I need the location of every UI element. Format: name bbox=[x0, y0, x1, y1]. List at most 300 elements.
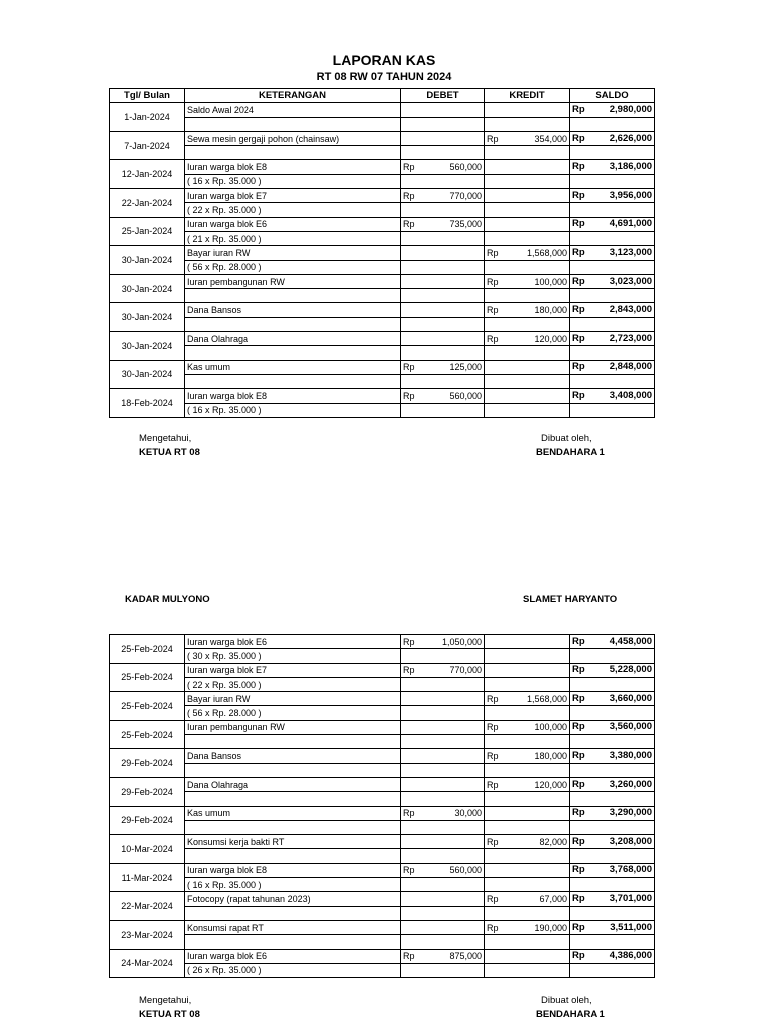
empty-cell bbox=[570, 735, 595, 749]
debit-amount bbox=[439, 103, 485, 117]
balance-currency: Rp bbox=[570, 389, 595, 403]
empty-cell bbox=[523, 792, 570, 806]
balance-amount: 3,511,000 bbox=[595, 920, 655, 934]
row-description: Konsumsi rapat RT bbox=[185, 920, 401, 934]
empty-cell bbox=[523, 403, 570, 417]
row-date: 7-Jan-2024 bbox=[110, 131, 185, 160]
balance-amount: 3,186,000 bbox=[595, 160, 655, 174]
credit-currency bbox=[485, 806, 523, 820]
table-row bbox=[110, 892, 655, 906]
empty-cell bbox=[570, 231, 595, 245]
table-row-note bbox=[110, 763, 655, 777]
empty-cell bbox=[595, 174, 655, 188]
left-signature-label: Mengetahui, bbox=[139, 433, 192, 444]
debit-amount: 560,000 bbox=[439, 160, 485, 174]
table-row bbox=[110, 274, 655, 288]
credit-amount: 100,000 bbox=[523, 720, 570, 734]
table-row bbox=[110, 103, 655, 117]
credit-amount: 190,000 bbox=[523, 920, 570, 934]
empty-cell bbox=[570, 289, 595, 303]
balance-amount: 3,408,000 bbox=[595, 389, 655, 403]
empty-cell bbox=[523, 649, 570, 663]
empty-cell bbox=[570, 649, 595, 663]
empty-cell bbox=[439, 231, 485, 245]
empty-cell bbox=[570, 677, 595, 691]
right-signature-name: SLAMET HARYANTO bbox=[523, 594, 618, 605]
table-row-note bbox=[110, 649, 655, 663]
header-description: KETERANGAN bbox=[185, 89, 401, 103]
table-row-note bbox=[110, 317, 655, 331]
balance-amount: 2,843,000 bbox=[595, 303, 655, 317]
empty-cell bbox=[595, 203, 655, 217]
empty-cell bbox=[595, 906, 655, 920]
empty-cell bbox=[595, 878, 655, 892]
empty-cell bbox=[595, 346, 655, 360]
credit-currency bbox=[485, 949, 523, 963]
report-subtitle: RT 08 RW 07 TAHUN 2024 bbox=[316, 71, 452, 83]
empty-cell bbox=[523, 735, 570, 749]
balance-amount: 4,458,000 bbox=[595, 635, 655, 649]
balance-amount: 3,701,000 bbox=[595, 892, 655, 906]
table-row-note bbox=[110, 706, 655, 720]
empty-cell bbox=[595, 763, 655, 777]
row-description: Sewa mesin gergaji pohon (chainsaw) bbox=[185, 131, 401, 145]
empty-cell bbox=[570, 174, 595, 188]
row-date: 10-Mar-2024 bbox=[110, 835, 185, 864]
row-description: Kas umum bbox=[185, 360, 401, 374]
row-note bbox=[185, 374, 401, 388]
empty-cell bbox=[523, 146, 570, 160]
credit-amount: 82,000 bbox=[523, 835, 570, 849]
row-description: Konsumsi kerja bakti RT bbox=[185, 835, 401, 849]
credit-amount bbox=[523, 949, 570, 963]
balance-currency: Rp bbox=[570, 189, 595, 203]
row-description: Iuran warga blok E8 bbox=[185, 863, 401, 877]
empty-cell bbox=[523, 963, 570, 977]
balance-amount: 3,956,000 bbox=[595, 189, 655, 203]
empty-cell bbox=[570, 403, 595, 417]
row-note bbox=[185, 849, 401, 863]
empty-cell bbox=[523, 289, 570, 303]
empty-cell bbox=[523, 374, 570, 388]
row-note: ( 21 x Rp. 35.000 ) bbox=[185, 231, 401, 245]
row-description: Iuran warga blok E8 bbox=[185, 389, 401, 403]
row-description: Saldo Awal 2024 bbox=[185, 103, 401, 117]
empty-cell bbox=[401, 231, 439, 245]
debit-amount: 1,050,000 bbox=[439, 635, 485, 649]
credit-currency bbox=[485, 663, 523, 677]
balance-currency: Rp bbox=[570, 806, 595, 820]
row-date: 12-Jan-2024 bbox=[110, 160, 185, 189]
right-signature-label-2: Dibuat oleh, bbox=[541, 995, 592, 1006]
row-date: 29-Feb-2024 bbox=[110, 749, 185, 778]
balance-currency: Rp bbox=[570, 103, 595, 117]
row-description: Dana Bansos bbox=[185, 749, 401, 763]
debit-amount bbox=[439, 131, 485, 145]
header-credit: KREDIT bbox=[485, 89, 570, 103]
row-date: 18-Feb-2024 bbox=[110, 389, 185, 418]
empty-cell bbox=[401, 346, 439, 360]
row-description: Iuran pembangunan RW bbox=[185, 720, 401, 734]
table-row-note bbox=[110, 820, 655, 834]
row-date: 24-Mar-2024 bbox=[110, 949, 185, 978]
credit-amount bbox=[523, 189, 570, 203]
balance-amount: 5,228,000 bbox=[595, 663, 655, 677]
empty-cell bbox=[595, 792, 655, 806]
empty-cell bbox=[401, 289, 439, 303]
debit-currency bbox=[401, 274, 439, 288]
debit-currency: Rp bbox=[401, 806, 439, 820]
empty-cell bbox=[485, 878, 523, 892]
empty-cell bbox=[570, 317, 595, 331]
balance-currency: Rp bbox=[570, 332, 595, 346]
balance-amount: 2,980,000 bbox=[595, 103, 655, 117]
debit-amount bbox=[439, 720, 485, 734]
credit-amount bbox=[523, 160, 570, 174]
balance-amount: 3,290,000 bbox=[595, 806, 655, 820]
balance-amount: 2,626,000 bbox=[595, 131, 655, 145]
debit-currency: Rp bbox=[401, 949, 439, 963]
empty-cell bbox=[523, 203, 570, 217]
empty-cell bbox=[485, 792, 523, 806]
debit-currency: Rp bbox=[401, 663, 439, 677]
empty-cell bbox=[439, 792, 485, 806]
balance-currency: Rp bbox=[570, 692, 595, 706]
empty-cell bbox=[485, 317, 523, 331]
debit-amount bbox=[439, 892, 485, 906]
table-row bbox=[110, 920, 655, 934]
left-signature-role: KETUA RT 08 bbox=[139, 447, 200, 458]
table-row-note bbox=[110, 735, 655, 749]
credit-currency: Rp bbox=[485, 332, 523, 346]
row-note: ( 56 x Rp. 28.000 ) bbox=[185, 260, 401, 274]
balance-currency: Rp bbox=[570, 920, 595, 934]
row-description: Fotocopy (rapat tahunan 2023) bbox=[185, 892, 401, 906]
row-description: Iuran warga blok E6 bbox=[185, 635, 401, 649]
credit-amount: 67,000 bbox=[523, 892, 570, 906]
empty-cell bbox=[439, 117, 485, 131]
table-row-note bbox=[110, 403, 655, 417]
empty-cell bbox=[401, 317, 439, 331]
row-description: Kas umum bbox=[185, 806, 401, 820]
row-date: 30-Jan-2024 bbox=[110, 303, 185, 332]
empty-cell bbox=[570, 146, 595, 160]
row-note bbox=[185, 117, 401, 131]
debit-currency bbox=[401, 332, 439, 346]
debit-amount bbox=[439, 332, 485, 346]
row-note: ( 30 x Rp. 35.000 ) bbox=[185, 649, 401, 663]
balance-currency: Rp bbox=[570, 274, 595, 288]
row-note bbox=[185, 735, 401, 749]
balance-amount: 3,560,000 bbox=[595, 720, 655, 734]
debit-amount: 770,000 bbox=[439, 189, 485, 203]
table-row bbox=[110, 720, 655, 734]
balance-currency: Rp bbox=[570, 749, 595, 763]
row-description: Iuran warga blok E7 bbox=[185, 663, 401, 677]
debit-currency: Rp bbox=[401, 217, 439, 231]
empty-cell bbox=[485, 146, 523, 160]
credit-amount bbox=[523, 863, 570, 877]
empty-cell bbox=[595, 146, 655, 160]
debit-currency bbox=[401, 246, 439, 260]
row-note bbox=[185, 820, 401, 834]
empty-cell bbox=[401, 117, 439, 131]
row-description: Dana Olahraga bbox=[185, 777, 401, 791]
ledger-body-1 bbox=[110, 103, 655, 418]
empty-cell bbox=[439, 706, 485, 720]
empty-cell bbox=[439, 677, 485, 691]
balance-amount: 3,260,000 bbox=[595, 777, 655, 791]
balance-amount: 2,848,000 bbox=[595, 360, 655, 374]
debit-currency: Rp bbox=[401, 635, 439, 649]
balance-amount: 3,208,000 bbox=[595, 835, 655, 849]
empty-cell bbox=[439, 849, 485, 863]
row-date: 30-Jan-2024 bbox=[110, 274, 185, 303]
empty-cell bbox=[439, 260, 485, 274]
empty-cell bbox=[485, 649, 523, 663]
table-row bbox=[110, 835, 655, 849]
balance-amount: 3,768,000 bbox=[595, 863, 655, 877]
empty-cell bbox=[523, 763, 570, 777]
debit-amount bbox=[439, 246, 485, 260]
row-date: 25-Feb-2024 bbox=[110, 635, 185, 664]
empty-cell bbox=[570, 374, 595, 388]
debit-amount bbox=[439, 920, 485, 934]
empty-cell bbox=[570, 346, 595, 360]
empty-cell bbox=[401, 260, 439, 274]
empty-cell bbox=[485, 346, 523, 360]
empty-cell bbox=[401, 403, 439, 417]
debit-amount bbox=[439, 835, 485, 849]
credit-currency: Rp bbox=[485, 892, 523, 906]
empty-cell bbox=[570, 935, 595, 949]
table-row bbox=[110, 246, 655, 260]
balance-currency: Rp bbox=[570, 217, 595, 231]
debit-currency: Rp bbox=[401, 160, 439, 174]
table-row-note bbox=[110, 117, 655, 131]
row-date: 1-Jan-2024 bbox=[110, 103, 185, 132]
row-description: Iuran warga blok E8 bbox=[185, 160, 401, 174]
balance-amount: 3,660,000 bbox=[595, 692, 655, 706]
debit-currency: Rp bbox=[401, 863, 439, 877]
empty-cell bbox=[485, 203, 523, 217]
empty-cell bbox=[485, 403, 523, 417]
empty-cell bbox=[485, 849, 523, 863]
empty-cell bbox=[401, 146, 439, 160]
debit-currency bbox=[401, 920, 439, 934]
credit-amount bbox=[523, 389, 570, 403]
header-debit: DEBET bbox=[401, 89, 485, 103]
row-note: ( 56 x Rp. 28.000 ) bbox=[185, 706, 401, 720]
row-note: ( 26 x Rp. 35.000 ) bbox=[185, 963, 401, 977]
debit-currency bbox=[401, 103, 439, 117]
empty-cell bbox=[570, 878, 595, 892]
table-row bbox=[110, 389, 655, 403]
debit-currency bbox=[401, 835, 439, 849]
empty-cell bbox=[439, 906, 485, 920]
credit-currency bbox=[485, 863, 523, 877]
row-description: Bayar iuran RW bbox=[185, 246, 401, 260]
credit-currency bbox=[485, 160, 523, 174]
empty-cell bbox=[523, 260, 570, 274]
empty-cell bbox=[570, 963, 595, 977]
table-row-note bbox=[110, 677, 655, 691]
balance-amount: 4,691,000 bbox=[595, 217, 655, 231]
table-row bbox=[110, 806, 655, 820]
credit-currency: Rp bbox=[485, 274, 523, 288]
table-row bbox=[110, 360, 655, 374]
balance-currency: Rp bbox=[570, 777, 595, 791]
debit-amount: 735,000 bbox=[439, 217, 485, 231]
empty-cell bbox=[523, 906, 570, 920]
row-description: Iuran warga blok E6 bbox=[185, 949, 401, 963]
credit-currency: Rp bbox=[485, 131, 523, 145]
empty-cell bbox=[401, 878, 439, 892]
credit-currency: Rp bbox=[485, 303, 523, 317]
debit-amount bbox=[439, 303, 485, 317]
empty-cell bbox=[570, 117, 595, 131]
row-note bbox=[185, 763, 401, 777]
balance-currency: Rp bbox=[570, 892, 595, 906]
balance-currency: Rp bbox=[570, 360, 595, 374]
credit-amount bbox=[523, 663, 570, 677]
credit-currency bbox=[485, 360, 523, 374]
empty-cell bbox=[570, 792, 595, 806]
row-note: ( 16 x Rp. 35.000 ) bbox=[185, 403, 401, 417]
row-description: Iuran warga blok E7 bbox=[185, 189, 401, 203]
credit-amount: 354,000 bbox=[523, 131, 570, 145]
debit-currency bbox=[401, 749, 439, 763]
empty-cell bbox=[523, 820, 570, 834]
credit-amount: 1,568,000 bbox=[523, 246, 570, 260]
empty-cell bbox=[595, 117, 655, 131]
left-signature-role-2: KETUA RT 08 bbox=[139, 1009, 200, 1020]
empty-cell bbox=[439, 649, 485, 663]
debit-currency: Rp bbox=[401, 189, 439, 203]
empty-cell bbox=[485, 820, 523, 834]
empty-cell bbox=[401, 735, 439, 749]
credit-amount: 120,000 bbox=[523, 777, 570, 791]
table-row-note bbox=[110, 231, 655, 245]
row-note: ( 22 x Rp. 35.000 ) bbox=[185, 677, 401, 691]
balance-currency: Rp bbox=[570, 160, 595, 174]
row-description: Dana Olahraga bbox=[185, 332, 401, 346]
empty-cell bbox=[439, 878, 485, 892]
credit-currency: Rp bbox=[485, 835, 523, 849]
empty-cell bbox=[485, 289, 523, 303]
balance-currency: Rp bbox=[570, 949, 595, 963]
credit-currency: Rp bbox=[485, 720, 523, 734]
table-row bbox=[110, 160, 655, 174]
debit-currency bbox=[401, 720, 439, 734]
empty-cell bbox=[570, 706, 595, 720]
empty-cell bbox=[401, 849, 439, 863]
empty-cell bbox=[595, 677, 655, 691]
empty-cell bbox=[485, 677, 523, 691]
table-row bbox=[110, 863, 655, 877]
empty-cell bbox=[523, 346, 570, 360]
credit-amount: 180,000 bbox=[523, 303, 570, 317]
right-signature-role: BENDAHARA 1 bbox=[536, 447, 605, 458]
empty-cell bbox=[595, 231, 655, 245]
credit-amount bbox=[523, 360, 570, 374]
empty-cell bbox=[485, 963, 523, 977]
empty-cell bbox=[595, 735, 655, 749]
debit-currency: Rp bbox=[401, 389, 439, 403]
credit-amount: 180,000 bbox=[523, 749, 570, 763]
credit-currency: Rp bbox=[485, 920, 523, 934]
empty-cell bbox=[485, 260, 523, 274]
balance-currency: Rp bbox=[570, 246, 595, 260]
empty-cell bbox=[595, 260, 655, 274]
table-row bbox=[110, 777, 655, 791]
row-date: 25-Jan-2024 bbox=[110, 217, 185, 246]
empty-cell bbox=[523, 231, 570, 245]
table-row bbox=[110, 692, 655, 706]
empty-cell bbox=[485, 706, 523, 720]
row-date: 22-Mar-2024 bbox=[110, 892, 185, 921]
empty-cell bbox=[595, 963, 655, 977]
empty-cell bbox=[523, 317, 570, 331]
balance-currency: Rp bbox=[570, 635, 595, 649]
balance-currency: Rp bbox=[570, 663, 595, 677]
table-row bbox=[110, 635, 655, 649]
table-row bbox=[110, 332, 655, 346]
row-note bbox=[185, 289, 401, 303]
row-date: 25-Feb-2024 bbox=[110, 663, 185, 692]
credit-currency: Rp bbox=[485, 246, 523, 260]
debit-amount: 560,000 bbox=[439, 863, 485, 877]
empty-cell bbox=[401, 706, 439, 720]
debit-currency bbox=[401, 692, 439, 706]
debit-amount bbox=[439, 692, 485, 706]
balance-amount: 3,123,000 bbox=[595, 246, 655, 260]
balance-currency: Rp bbox=[570, 835, 595, 849]
row-date: 30-Jan-2024 bbox=[110, 360, 185, 389]
credit-amount: 120,000 bbox=[523, 332, 570, 346]
empty-cell bbox=[401, 203, 439, 217]
empty-cell bbox=[485, 117, 523, 131]
empty-cell bbox=[401, 792, 439, 806]
left-signature-label-2: Mengetahui, bbox=[139, 995, 192, 1006]
empty-cell bbox=[523, 878, 570, 892]
balance-amount: 3,380,000 bbox=[595, 749, 655, 763]
ledger-table-2 bbox=[109, 634, 655, 978]
table-row-note bbox=[110, 374, 655, 388]
empty-cell bbox=[439, 146, 485, 160]
credit-amount bbox=[523, 103, 570, 117]
debit-currency bbox=[401, 892, 439, 906]
empty-cell bbox=[523, 174, 570, 188]
debit-amount bbox=[439, 749, 485, 763]
balance-currency: Rp bbox=[570, 863, 595, 877]
header-date: Tgl/ Bulan bbox=[110, 89, 185, 103]
empty-cell bbox=[595, 403, 655, 417]
empty-cell bbox=[439, 763, 485, 777]
empty-cell bbox=[485, 231, 523, 245]
empty-cell bbox=[523, 849, 570, 863]
debit-amount bbox=[439, 777, 485, 791]
row-date: 11-Mar-2024 bbox=[110, 863, 185, 892]
table-row bbox=[110, 663, 655, 677]
empty-cell bbox=[595, 820, 655, 834]
empty-cell bbox=[401, 763, 439, 777]
table-header-row bbox=[110, 89, 655, 103]
empty-cell bbox=[439, 346, 485, 360]
empty-cell bbox=[485, 935, 523, 949]
empty-cell bbox=[523, 117, 570, 131]
empty-cell bbox=[570, 203, 595, 217]
